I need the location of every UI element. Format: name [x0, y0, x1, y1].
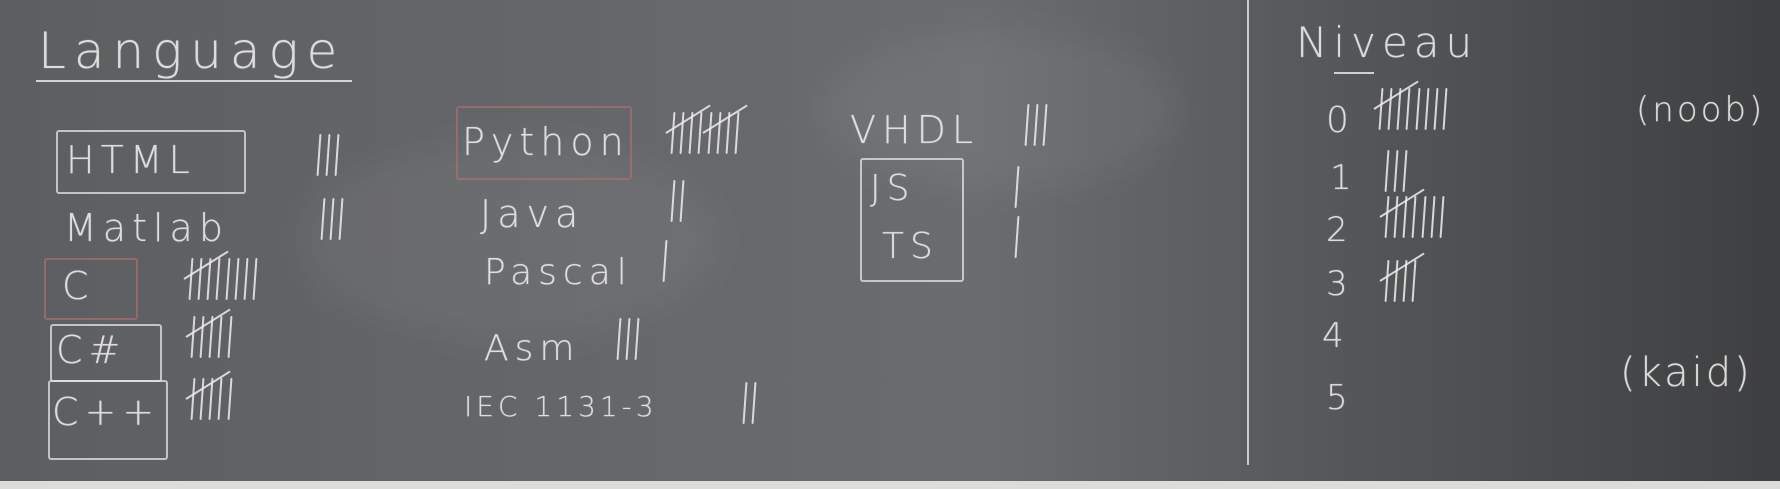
tally-stroke: [1416, 88, 1421, 130]
tally-stroke: [191, 378, 196, 420]
language-csharp: C#: [56, 328, 127, 372]
tally-stroke: [698, 112, 703, 154]
tally-stroke: [1015, 216, 1020, 258]
tally-group: [1016, 216, 1018, 258]
language-vhdl: VHDL: [850, 108, 980, 152]
language-js: JS: [870, 168, 916, 209]
board-title: Language: [38, 22, 346, 80]
tally-stroke: [1385, 260, 1390, 302]
tally-group: [618, 318, 638, 360]
tally-level-0: [1380, 88, 1446, 130]
tally-stroke: [198, 258, 203, 300]
language-c: C: [62, 264, 95, 308]
level-2-label: 2: [1326, 210, 1354, 250]
tally-level-3: [1386, 260, 1415, 302]
tally-cpp: [192, 378, 231, 420]
tally-group: [1016, 166, 1018, 208]
tally-stroke: [1440, 196, 1445, 238]
tally-stroke: [1412, 260, 1417, 302]
level-3-label: 3: [1326, 264, 1354, 304]
tally-stroke: [1379, 88, 1384, 130]
tally-stroke: [735, 112, 740, 154]
tally-stroke: [226, 258, 231, 300]
tally-stroke: [680, 112, 685, 154]
tally-group: [322, 198, 342, 240]
tally-group: [229, 378, 231, 420]
tally-stroke: [326, 134, 331, 176]
language-asm: Asm: [484, 328, 581, 369]
tally-csharp: [192, 316, 231, 358]
level-5-note: (kaid): [1620, 350, 1753, 396]
tally-group: [227, 258, 256, 300]
language-ts: TS: [882, 226, 939, 267]
language-iec: IEC 1131-3: [464, 390, 658, 423]
tally-stroke: [218, 316, 223, 358]
tally-js: [1016, 166, 1018, 208]
tally-group: [672, 112, 701, 154]
tally-stroke: [191, 316, 196, 358]
language-cpp: C++: [52, 390, 161, 434]
tally-stroke: [1394, 260, 1399, 302]
board-ledge: [0, 481, 1780, 489]
tally-group: [318, 134, 338, 176]
tally-stroke: [228, 378, 233, 420]
tally-matlab: [322, 198, 342, 240]
tally-stroke: [671, 112, 676, 154]
tally-stroke: [708, 112, 713, 154]
level-5-label: 5: [1326, 378, 1354, 418]
tally-group: [1026, 104, 1046, 146]
niveau-title: Niveau: [1296, 18, 1479, 67]
niveau-underline: [1334, 72, 1374, 74]
tally-java: [672, 180, 683, 222]
tally-stroke: [1403, 150, 1408, 192]
tally-group: [190, 258, 219, 300]
tally-group: [744, 382, 755, 424]
language-pascal: Pascal: [484, 252, 633, 293]
tally-pascal: [664, 240, 666, 282]
tally-stroke: [200, 378, 205, 420]
language-java: Java: [480, 192, 585, 236]
tally-stroke: [1425, 88, 1430, 130]
tally-stroke: [1385, 150, 1390, 192]
tally-c: [190, 258, 256, 300]
tally-stroke: [1443, 88, 1448, 130]
tally-group: [1386, 260, 1415, 302]
tally-group: [229, 316, 231, 358]
tally-stroke: [1034, 104, 1039, 146]
tally-stroke: [235, 258, 240, 300]
tally-stroke: [635, 318, 640, 360]
tally-stroke: [1412, 196, 1417, 238]
tally-python: [672, 112, 738, 154]
tally-group: [1380, 88, 1409, 130]
tally-stroke: [1431, 196, 1436, 238]
tally-iec: [744, 382, 755, 424]
tally-stroke: [1388, 88, 1393, 130]
level-0-note: (noob): [1636, 90, 1766, 130]
tally-stroke: [1394, 196, 1399, 238]
tally-group: [709, 112, 738, 154]
tally-level-2: [1386, 196, 1443, 238]
tally-stroke: [330, 198, 335, 240]
tally-stroke: [1385, 196, 1390, 238]
tally-ts: [1016, 216, 1018, 258]
tally-group: [664, 240, 666, 282]
tally-stroke: [671, 180, 676, 222]
title-underline: [36, 80, 352, 82]
tally-stroke: [244, 258, 249, 300]
tally-html: [318, 134, 338, 176]
tally-stroke: [752, 382, 757, 424]
language-python: Python: [462, 120, 630, 164]
tally-group: [1423, 196, 1443, 238]
tally-vhdl: [1026, 104, 1046, 146]
language-html: HTML: [66, 138, 196, 182]
tally-stroke: [1434, 88, 1439, 130]
tally-stroke: [1394, 150, 1399, 192]
tally-stroke: [228, 316, 233, 358]
tally-group: [672, 180, 683, 222]
level-4-label: 4: [1322, 316, 1350, 356]
tally-stroke: [216, 258, 221, 300]
tally-level-1: [1386, 150, 1406, 192]
tally-stroke: [1406, 88, 1411, 130]
tally-stroke: [743, 382, 748, 424]
level-1-label: 1: [1330, 158, 1358, 198]
level-0-label: 0: [1326, 100, 1355, 141]
tally-stroke: [1422, 196, 1427, 238]
tally-asm: [618, 318, 638, 360]
tally-group: [192, 316, 221, 358]
tally-stroke: [253, 258, 258, 300]
tally-stroke: [1025, 104, 1030, 146]
tally-stroke: [218, 378, 223, 420]
tally-stroke: [321, 198, 326, 240]
tally-stroke: [200, 316, 205, 358]
tally-group: [1386, 196, 1415, 238]
tally-group: [1417, 88, 1446, 130]
tally-group: [192, 378, 221, 420]
board-divider: [1247, 0, 1249, 465]
language-matlab: Matlab: [64, 206, 229, 250]
tally-stroke: [317, 134, 322, 176]
tally-group: [1386, 150, 1406, 192]
tally-stroke: [189, 258, 194, 300]
tally-stroke: [335, 134, 340, 176]
tally-stroke: [717, 112, 722, 154]
tally-stroke: [626, 318, 631, 360]
tally-stroke: [617, 318, 622, 360]
